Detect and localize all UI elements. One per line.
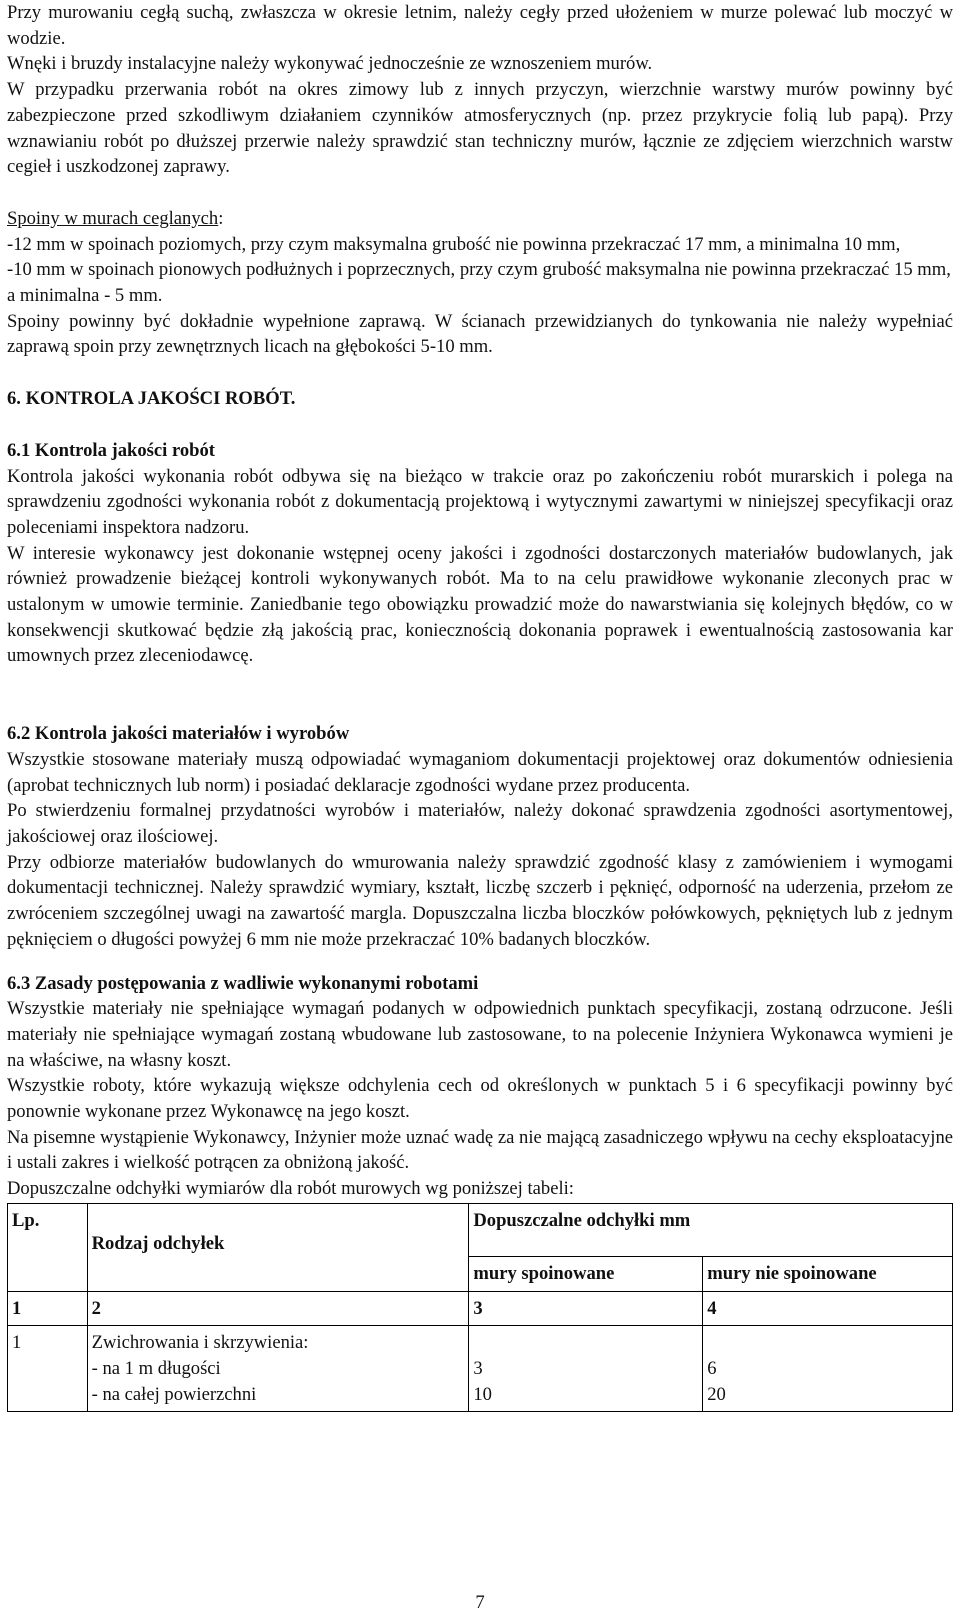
paragraph: Wszystkie roboty, które wykazują większe odchylenia cech od określonych w punktach 5 i 6 specyfikacji powinny być ponownie wykonane przez Wykonawcę na jego koszt. (7, 1075, 953, 1123)
col-number: 3 (469, 1291, 703, 1326)
paragraph: Dopuszczalne odchyłki wymiarów dla robót murowych wg poniższej tabeli: (7, 1178, 574, 1200)
row-nojoint-line (707, 1330, 948, 1356)
subsection-heading: 6.3 Zasady postępowania z wadliwie wykonanymi robotami (7, 972, 479, 994)
paragraph: Po stwierdzeniu formalnej przydatności wyrobów i materiałów, należy dokonać sprawdzenia zgodności asortymentowej, jakościowej oraz ilościowej. (7, 800, 953, 847)
header-nojoint: mury nie spoinowane (703, 1256, 953, 1291)
row-joint-line (473, 1330, 698, 1356)
joints-line: -10 mm w spoinach pionowych podłużnych i poprzecznych, przy czym grubość maksymalna nie powinna przekraczać 15 mm, a minimalna - 5 mm. (7, 259, 951, 307)
document-page (7, 0, 953, 1412)
table-row (8, 1326, 953, 1412)
row-joint-line: 10 (473, 1383, 492, 1405)
paragraph: Przy murowaniu cegłą suchą, zwłaszcza w okresie letnim, należy cegły przed ułożeniem w murze polewać lub moczyć w wodzie. (7, 2, 953, 49)
paragraph: Wszystkie materiały nie spełniające wymagań podanych w odpowiednich punktach specyfikacji, zostaną odrzucone. Jeśli materiały nie spełniające wymagań zostaną wbudowane lub zastosowane, to na polecenie Inżyniera Wykonawca wymieni je na właściwe, na własny koszt. (7, 998, 953, 1071)
row-desc (87, 1326, 469, 1412)
paragraph: Wszystkie stosowane materiały muszą odpowiadać wymaganiom dokumentacji projektowej oraz dokumentów odniesienia (aprobat technicznych lub norm) i posiadać deklaracje zgodności wydane przez producenta. (7, 748, 953, 796)
paragraph: Na pisemne wystąpienie Wykonawcy, Inżynier może uznać wadę za nie mającą zasadniczego wpływu na cechy eksploatacyjne i ustali zakres i wielkość potrącen za obniżoną jakość. (7, 1126, 953, 1174)
joints-heading-line: Spoiny w murach ceglanych: (7, 207, 224, 229)
row-desc-line: - na całej powierzchni (91, 1383, 257, 1405)
joints-line: -12 mm w spoinach poziomych, przy czym maksymalna grubość nie powinna przekraczać 17 mm, a minimalna 10 mm, (7, 233, 901, 255)
row-nojoint-line: 6 (707, 1357, 717, 1379)
col-number: 2 (87, 1291, 469, 1326)
page-number: 7 (475, 1592, 485, 1613)
paragraph: W interesie wykonawcy jest dokonanie wstępnej oceny jakości i zgodności dostarczonych materiałów budowlanych, jak również prowadzenie bieżącej kontroli wykonywanych robót. Ma to na celu prawidłowe wykonanie zleconych prac w ustalonym w umowie terminie. Zaniedbanie tego obowiązku prowadzić może do nawarstwiania się kolejnych błędów, co w konsekwencji skutkować będzie złą jakością prac, koniecznością dokonania poprawek i ewentualnością zastosowania kar umownych przez zleceniodawcę. (7, 542, 953, 667)
row-nojoint-line: 20 (707, 1383, 726, 1405)
header-allowed: Dopuszczalne odchyłki mm (469, 1203, 953, 1256)
subsection-heading: 6.2 Kontrola jakości materiałów i wyrobów (7, 723, 350, 745)
tolerance-table (7, 1203, 953, 1413)
paragraph: Przy odbiorze materiałów budowlanych do wmurowania należy sprawdzić zgodność klasy z zamówieniem i wymogami dokumentacji technicznej. Należy sprawdzić wymiary, kształt, liczbę szczerb i pęknięć, odporność na uderzenia, przełom ze zwróceniem szczególnej uwagi na zawartość margla. Dopuszczalna liczba bloczków połówkowych, pękniętych lub z jednym pęknięciem o długości powyżej 6 mm nie może przekraczać 10% badanych bloczków. (7, 851, 953, 950)
row-desc-line: Zwichrowania i skrzywienia: (91, 1332, 309, 1354)
paragraph: W przypadku przerwania robót na okres zimowy lub z innych przyczyn, wierzchnie warstwy murów powinny być zabezpieczone przed szkodliwym działaniem czynników atmosferycznych (np. przez przykrycie folią lub papą). Przy wznawianiu robót po dłuższej przerwie należy sprawdzić stan techniczny murów, łącznie ze zdjęciem wierzchnich warstw cegieł i uszkodzonej zaprawy. (7, 79, 953, 178)
col-number: 1 (8, 1291, 88, 1326)
row-desc-line: - na 1 m długości (91, 1357, 221, 1379)
joints-heading: Spoiny w murach ceglanych (7, 207, 219, 229)
row-lp: 1 (8, 1326, 88, 1412)
paragraph: Wnęki i bruzdy instalacyjne należy wykonywać jednocześnie ze wznoszeniem murów. (7, 53, 653, 75)
header-lp: Lp. (8, 1203, 88, 1291)
table-number-row (8, 1291, 953, 1326)
col-number: 4 (703, 1291, 953, 1326)
section-heading: 6. KONTROLA JAKOŚCI ROBÓT. (7, 388, 296, 410)
subsection-heading: 6.1 Kontrola jakości robót (7, 439, 215, 461)
row-nojoint (703, 1326, 953, 1412)
header-joint: mury spoinowane (469, 1256, 703, 1291)
row-joint (469, 1326, 703, 1412)
table-header-row (8, 1203, 953, 1256)
paragraph: Kontrola jakości wykonania robót odbywa się na bieżąco w trakcie oraz po zakończeniu robót murarskich i polega na sprawdzeniu zgodności wykonania robót z dokumentacją projektową i wytycznymi zawartymi w niniejszej specyfikacji oraz poleceniami inspektora nadzoru. (7, 465, 953, 538)
paragraph: Spoiny powinny być dokładnie wypełnione zaprawą. W ścianach przewidzianych do tynkowania nie należy wypełniać zaprawą spoin przy zewnętrznych licach na głębokości 5-10 mm. (7, 310, 953, 358)
header-type: Rodzaj odchyłek (87, 1203, 469, 1291)
row-joint-line: 3 (473, 1357, 483, 1379)
